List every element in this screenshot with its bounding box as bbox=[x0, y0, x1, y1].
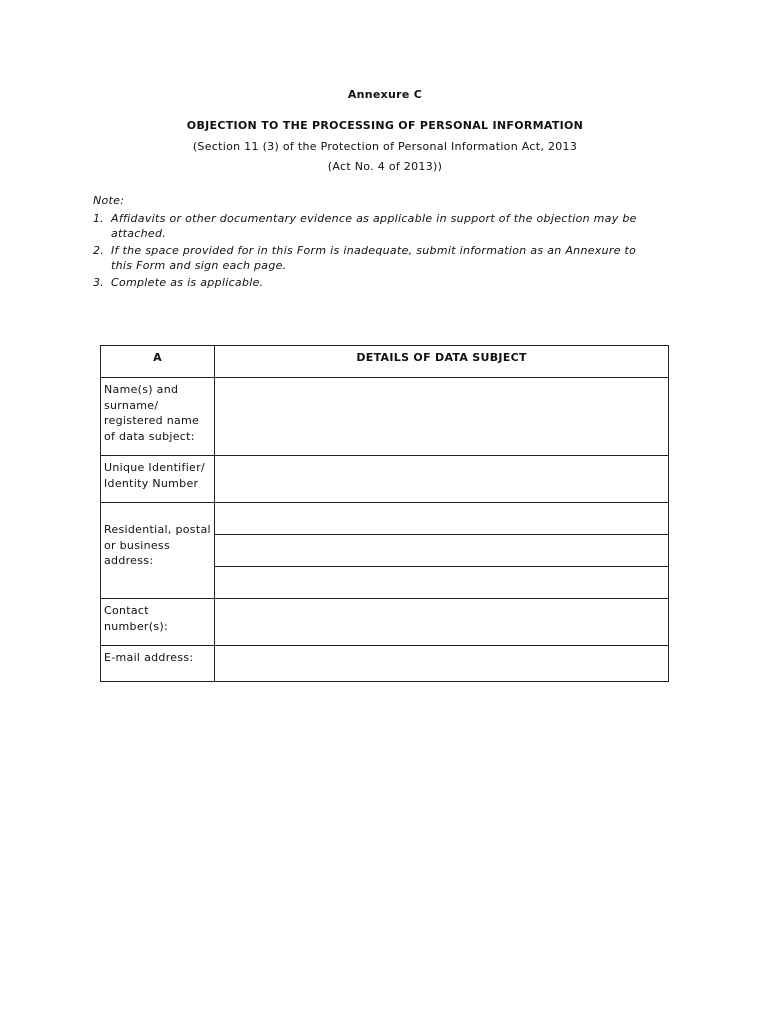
email-label: E-mail address: bbox=[104, 651, 194, 664]
address-field-line-1[interactable] bbox=[215, 503, 669, 535]
contact-label: Contact number(s): bbox=[104, 604, 168, 633]
form-subtitle-line1: (Section 11 (3) of the Protection of Personal Information Act, 2013 bbox=[192, 140, 578, 153]
note-number: 1. bbox=[93, 211, 105, 225]
address-label: Residential, postal or business address: bbox=[104, 523, 211, 568]
section-letter: A bbox=[153, 351, 162, 364]
table-header-row bbox=[101, 346, 669, 378]
address-field-line-3[interactable] bbox=[215, 567, 669, 599]
email-label-cell bbox=[101, 646, 215, 682]
table-row bbox=[101, 646, 669, 682]
notes-label: Note: bbox=[93, 194, 125, 207]
table-row bbox=[101, 599, 669, 646]
table-row bbox=[101, 456, 669, 503]
section-title: DETAILS OF DATA SUBJECT bbox=[356, 351, 527, 364]
note-item bbox=[93, 211, 653, 242]
note-number: 2. bbox=[93, 243, 105, 257]
note-number: 3. bbox=[93, 275, 105, 289]
table-row bbox=[101, 503, 669, 535]
address-field-line-2[interactable] bbox=[215, 535, 669, 567]
address-label-cell bbox=[101, 503, 215, 599]
section-letter-cell bbox=[101, 346, 215, 378]
note-text: Affidavits or other documentary evidence as applicable in support of the objection may be attached. bbox=[111, 211, 637, 240]
name-label-cell bbox=[101, 378, 215, 456]
contact-field[interactable] bbox=[215, 599, 669, 646]
email-field[interactable] bbox=[215, 646, 669, 682]
table-row bbox=[101, 378, 669, 456]
notes-section bbox=[93, 193, 653, 291]
annexure-label: Annexure C bbox=[347, 88, 423, 101]
identifier-field[interactable] bbox=[215, 456, 669, 503]
data-subject-table bbox=[100, 345, 669, 682]
identifier-label: Unique Identifier/ Identity Number bbox=[104, 461, 205, 490]
note-text: Complete as is applicable. bbox=[111, 275, 264, 289]
name-label: Name(s) and surname/ registered name of data subject: bbox=[104, 383, 200, 443]
name-field[interactable] bbox=[215, 378, 669, 456]
contact-label-cell bbox=[101, 599, 215, 646]
note-item bbox=[93, 243, 653, 274]
form-title: OBJECTION TO THE PROCESSING OF PERSONAL INFORMATION bbox=[186, 119, 584, 132]
identifier-label-cell bbox=[101, 456, 215, 503]
section-title-cell bbox=[215, 346, 669, 378]
note-item bbox=[93, 275, 653, 291]
form-subtitle-line2: (Act No. 4 of 2013)) bbox=[327, 160, 443, 173]
note-text: If the space provided for in this Form is inadequate, submit information as an Annexure to this Form and sign each page. bbox=[111, 243, 637, 272]
